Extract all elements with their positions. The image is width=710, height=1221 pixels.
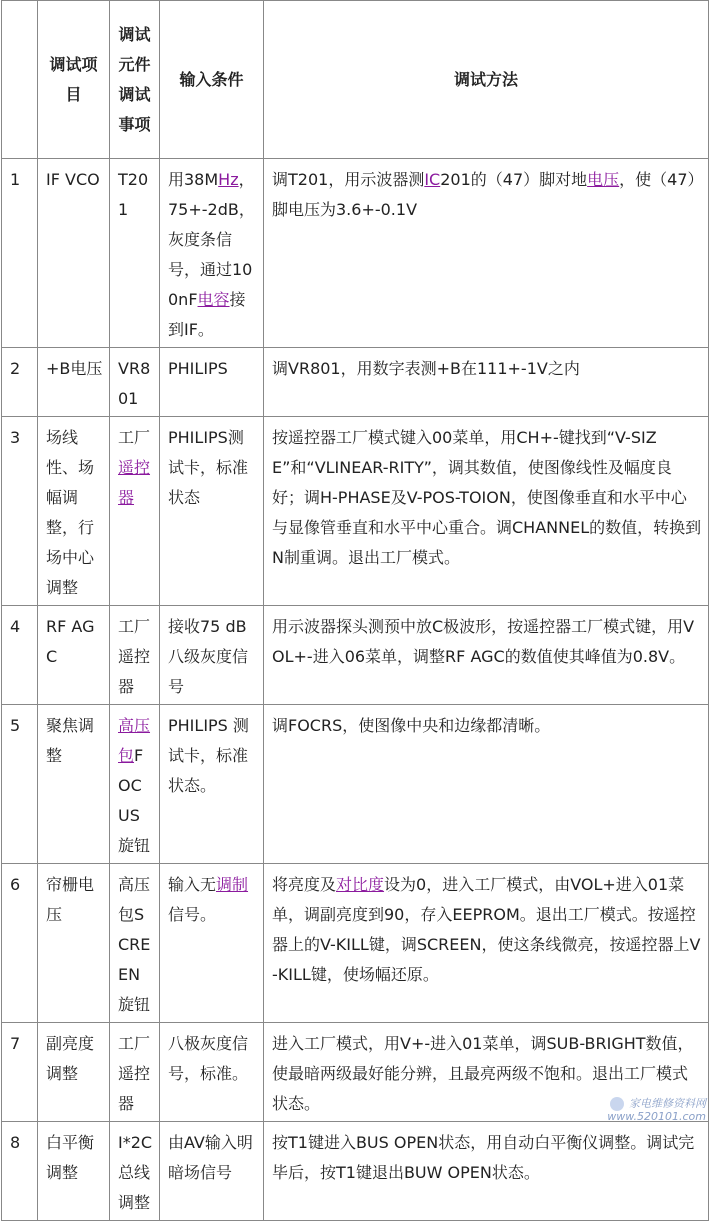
cell-text: 工厂遥控器 xyxy=(118,617,151,696)
watermark xyxy=(607,1097,706,1123)
table-row xyxy=(2,864,709,1023)
header-input: 输入条件 xyxy=(160,1,264,159)
inline-link[interactable]: 遥控器 xyxy=(118,458,151,507)
row-number: 7 xyxy=(2,1023,38,1122)
cell-text: FOCUS旋钮 xyxy=(118,746,151,855)
table-row xyxy=(2,417,709,606)
table-header-row xyxy=(2,1,709,159)
row-input xyxy=(160,348,264,417)
table-row xyxy=(2,705,709,864)
row-number: 1 xyxy=(2,159,38,348)
row-component xyxy=(110,606,160,705)
row-method xyxy=(264,606,709,705)
cell-text: 设为0，进入工厂模式，由VOL+进入01菜单，调副亮度到90，存入EEPROM。退出工厂模式。按遥控器上的V-KILL键，调SCREEN，使这条线微亮，按遥控器上V-KILL键，使场幅还原。 xyxy=(272,875,701,984)
row-component xyxy=(110,1122,160,1221)
header-no xyxy=(2,1,38,159)
row-item: RF AGC xyxy=(38,606,110,705)
table-row xyxy=(2,1023,709,1122)
inline-link[interactable]: 电容 xyxy=(197,290,230,309)
inline-link[interactable]: 调制 xyxy=(216,875,249,894)
cell-text: 调FOCRS，使图像中央和边缘都清晰。 xyxy=(272,716,551,735)
debug-table xyxy=(1,0,709,1221)
row-item: 场线性、场幅调整，行场中心调整 xyxy=(38,417,110,606)
table-row xyxy=(2,159,709,348)
watermark-url: www.520101.com xyxy=(607,1110,706,1123)
row-number: 5 xyxy=(2,705,38,864)
row-input xyxy=(160,606,264,705)
cell-text: 八极灰度信号，标准。 xyxy=(168,1034,249,1083)
header-item: 调试项目 xyxy=(38,1,110,159)
cell-text: 调VR801，用数字表测+B在111+-1V之内 xyxy=(272,359,580,378)
header-component: 调试元件调试事项 xyxy=(110,1,160,159)
row-method xyxy=(264,864,709,1023)
row-input xyxy=(160,705,264,864)
watermark-logo-icon xyxy=(610,1097,624,1111)
row-input xyxy=(160,1122,264,1221)
cell-text: PHILIPS 测试卡，标准状态。 xyxy=(168,716,249,795)
cell-text: 工厂 xyxy=(118,428,151,447)
cell-text: ，75+-2dB，灰度条信号，通过100nF xyxy=(168,170,255,309)
cell-text: PHILIPS测试卡，标准状态 xyxy=(168,428,249,507)
inline-link[interactable]: Hz xyxy=(218,170,239,189)
cell-text: 接收75 dB八级灰度信号 xyxy=(168,617,249,696)
cell-text: 高压包SCREEN旋钮 xyxy=(118,875,151,1014)
row-number: 6 xyxy=(2,864,38,1023)
cell-text: 由AV输入明暗场信号 xyxy=(168,1133,253,1182)
row-component xyxy=(110,864,160,1023)
inline-link[interactable]: 对比度 xyxy=(336,875,385,894)
table-row xyxy=(2,348,709,417)
row-number: 4 xyxy=(2,606,38,705)
row-component: VR801 xyxy=(110,348,160,417)
cell-text: 工厂遥控器 xyxy=(118,1034,151,1113)
inline-link[interactable]: 高压包 xyxy=(118,716,151,765)
row-input xyxy=(160,159,264,348)
row-item: 白平衡调整 xyxy=(38,1122,110,1221)
row-input xyxy=(160,1023,264,1122)
cell-text: 调T201，用示波器测 xyxy=(272,170,425,189)
cell-text: PHILIPS xyxy=(168,359,228,378)
row-method xyxy=(264,1122,709,1221)
row-method xyxy=(264,348,709,417)
table-body xyxy=(2,159,709,1221)
cell-text: 信号。 xyxy=(168,905,217,924)
cell-text: 接到IF。 xyxy=(168,290,246,339)
cell-text: 201的（47）脚对地 xyxy=(440,170,588,189)
row-number: 3 xyxy=(2,417,38,606)
header-method: 调试方法 xyxy=(264,1,709,159)
row-component: T201 xyxy=(110,159,160,348)
row-item: IF VCO xyxy=(38,159,110,348)
cell-text: 进入工厂模式，用V+-进入01菜单，调SUB-BRIGHT数值，使最暗两级最好能分辨，且最亮两级不饱和。退出工厂模式状态。 xyxy=(272,1034,694,1113)
row-item: 副亮度调整 xyxy=(38,1023,110,1122)
table-row xyxy=(2,606,709,705)
row-input xyxy=(160,864,264,1023)
table-row xyxy=(2,1122,709,1221)
row-component xyxy=(110,705,160,864)
row-item: 聚焦调整 xyxy=(38,705,110,864)
inline-link[interactable]: 电压 xyxy=(587,170,620,189)
row-number: 2 xyxy=(2,348,38,417)
row-method xyxy=(264,159,709,348)
row-component xyxy=(110,417,160,606)
cell-text: 输入无 xyxy=(168,875,217,894)
inline-link[interactable]: IC xyxy=(424,170,441,189)
cell-text: 按遥控器工厂模式键入00菜单，用CH+-键找到“V-SIZE”和“VLINEAR-RITY”，调其数值，使图像线性及幅度良好；调H-PHASE及V-POS-TOION，使图像垂直和水平中心与显像管垂直和水平中心重合。调CHANNEL的数值，转换到N制重调。退出工厂模式。 xyxy=(272,428,702,567)
cell-text: 用示波器探头测预中放C极波形，按遥控器工厂模式键，用VOL+-进入06菜单，调整RF AGC的数值使其峰值为0.8V。 xyxy=(272,617,695,666)
cell-text: 将亮度及 xyxy=(272,875,337,894)
row-number: 8 xyxy=(2,1122,38,1221)
row-item: 帘栅电压 xyxy=(38,864,110,1023)
row-method xyxy=(264,705,709,864)
cell-text: 用38M xyxy=(168,170,219,189)
cell-text: 按T1键进入BUS OPEN状态，用自动白平衡仪调整。调试完毕后，按T1键退出BUW OPEN状态。 xyxy=(272,1133,695,1182)
row-component xyxy=(110,1023,160,1122)
cell-text: ，使（47）脚电压为3.6+-0.1V xyxy=(272,170,696,219)
cell-text: I*2C总线调整 xyxy=(118,1133,153,1212)
watermark-text: 家电维修资料网 xyxy=(629,1097,706,1110)
row-method xyxy=(264,417,709,606)
row-item: +B电压 xyxy=(38,348,110,417)
row-input xyxy=(160,417,264,606)
